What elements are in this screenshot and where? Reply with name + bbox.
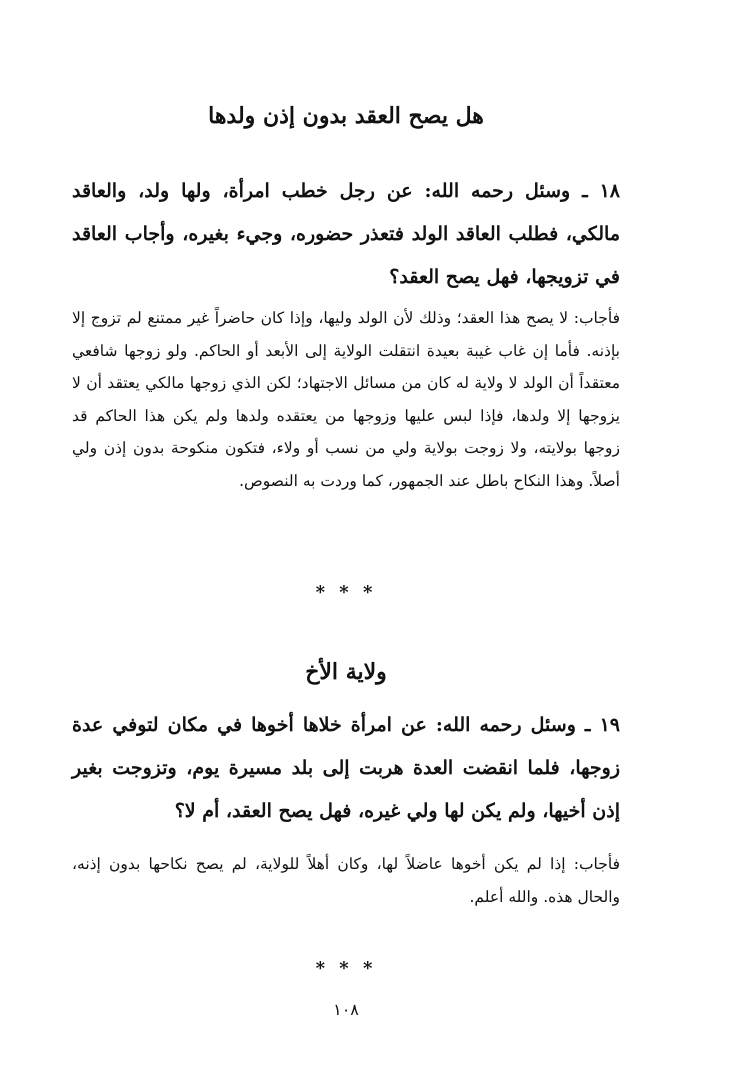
page-number: ١٠٨ xyxy=(333,1000,359,1019)
answer-19: فأجاب: إذا لم يكن أخوها عاضلاً لها، وكان أهلاً للولاية، لم يصح نكاحها بدون إذنه، والحال هذه. والله أعلم. xyxy=(72,855,620,906)
section-2-title: ولاية الأخ xyxy=(305,659,387,685)
section-1-title: هل يصح العقد بدون إذن ولدها xyxy=(208,103,484,129)
section-separator-1: * * * xyxy=(315,582,377,603)
section-separator-2: * * * xyxy=(315,958,377,979)
answer-18: فأجاب: لا يصح هذا العقد؛ وذلك لأن الولد وليها، وإذا كان حاضراً غير ممتنع لم تزوج إلا بإذنه. فأما إن غاب غيبة بعيدة انتقلت الولاية إلى الأبعد أو الحاكم. ولو زوجها شافعي معتقداً أن الولد لا ولاية له كان من مسائل الاجتهاد؛ لكن الذي زوجها مالكي يعتقد أن لا يزوجها إلا ولدها، فإذا لبس عليها وزوجها من يعتقده ولدها ولم يكن هذا الحاكم قد زوجها بولايته، ولا زوجت بولاية ولي من نسب أو ولاء، فتكون منكوحة بدون إذن ولي أصلاً. وهذا النكاح باطل عند الجمهور، كما وردت به النصوص. xyxy=(72,309,620,490)
document-page xyxy=(72,0,620,1088)
question-18: ١٨ ـ وسئل رحمه الله: عن رجل خطب امرأة، ولها ولد، والعاقد مالكي، فطلب العاقد الولد فتعذر حضوره، وجيء بغيره، وأجاب العاقد في تزويجها، فهل يصح العقد؟ xyxy=(72,180,620,288)
question-19: ١٩ ـ وسئل رحمه الله: عن امرأة خلاها أخوها في مكان لتوفي عدة زوجها، فلما انقضت العدة هربت إلى بلد مسيرة يوم، وتزوجت بغير إذن أخيها، ولم يكن لها ولي غيره، فهل يصح العقد، أم لا؟ xyxy=(72,714,620,822)
